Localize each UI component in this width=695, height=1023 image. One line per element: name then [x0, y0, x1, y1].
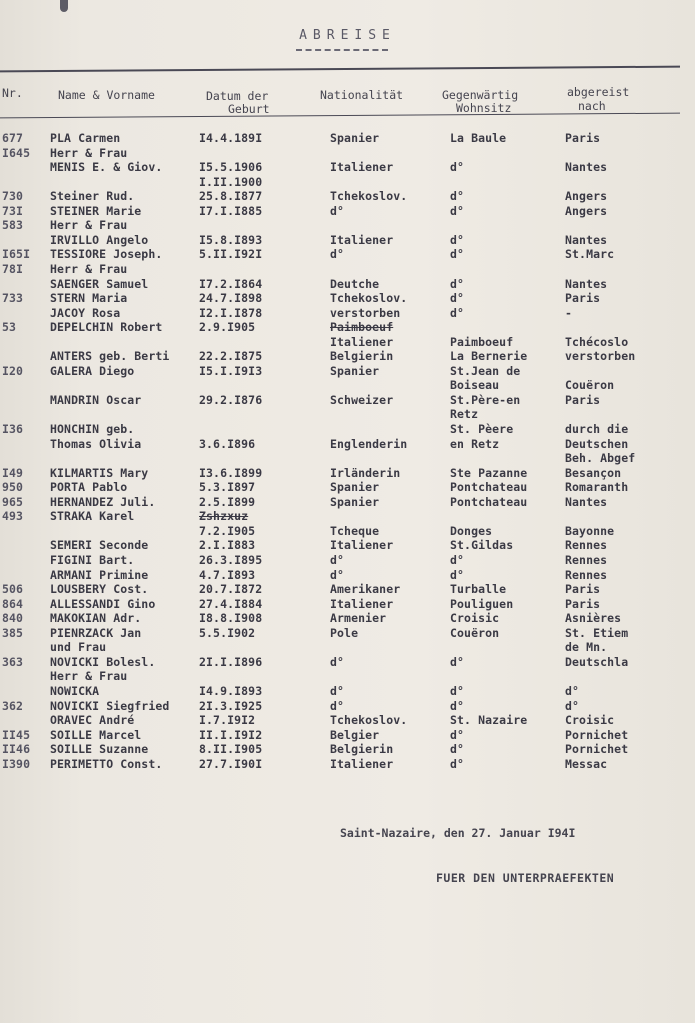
row-nationality: d° — [330, 247, 345, 262]
table-row — [0, 291, 695, 305]
row-residence: Ste Pazanne — [450, 465, 528, 480]
row-name: MAKOKIAN Adr. — [50, 611, 142, 626]
table-row — [0, 146, 695, 160]
row-name: FIGINI Bart. — [50, 553, 135, 567]
table-row — [0, 204, 695, 218]
row-nationality: Armenier — [330, 611, 387, 626]
row-nationality: Italiener — [330, 596, 394, 611]
row-birthdate: 4.7.I893 — [199, 567, 256, 582]
row-departed-to: Bayonne — [565, 523, 615, 538]
row-residence: St. Pèere — [450, 422, 514, 436]
row-nationality: Tcheque — [330, 523, 380, 538]
header-name: Name & Vorname — [58, 88, 155, 102]
row-name: STEINER Marie — [50, 203, 142, 218]
row-name: PORTA Pablo — [50, 480, 128, 495]
row-residence: d° — [450, 654, 465, 669]
row-nationality: d° — [330, 698, 345, 713]
row-nationality: Spanier — [330, 494, 380, 509]
row-departed-to: Nantes — [565, 232, 608, 247]
row-residence: en Retz — [450, 436, 500, 451]
row-nationality: verstorben — [330, 305, 401, 320]
header-nationality: Nationalität — [320, 88, 404, 102]
row-residence: d° — [450, 232, 465, 247]
table-row — [0, 320, 695, 334]
row-birthdate: 22.2.I875 — [199, 349, 263, 364]
row-departed-to: Paris — [565, 291, 601, 306]
document-title: ABREISE — [299, 28, 396, 43]
row-departed-to: Rennes — [565, 553, 608, 567]
row-number: 965 — [2, 494, 24, 509]
row-residence: d° — [450, 756, 465, 771]
row-number: I390 — [2, 756, 31, 771]
row-name: TESSIORE Joseph. — [50, 247, 163, 262]
row-residence: d° — [450, 305, 465, 320]
row-residence: d° — [450, 567, 465, 582]
row-number: 385 — [2, 625, 24, 640]
row-name: PLA Carmen — [50, 131, 121, 145]
row-departed-to: Rennes — [565, 538, 608, 553]
row-nationality: Deutche — [330, 276, 380, 291]
table-row — [0, 757, 695, 771]
row-residence: Pontchateau — [450, 480, 528, 495]
row-departed-to: Nantes — [565, 276, 608, 291]
row-residence: d° — [450, 683, 465, 698]
table-row — [0, 233, 695, 247]
row-residence: Donges — [450, 523, 493, 538]
row-departed-to: Nantes — [565, 494, 608, 509]
row-nationality: Pole — [330, 625, 359, 640]
row-departed-to: Paris — [565, 582, 601, 596]
row-nationality: Belgier — [330, 727, 380, 742]
row-name: HERNANDEZ Juli. — [50, 494, 156, 509]
row-departed-to: Deutschla — [565, 654, 629, 669]
row-name: JACOY Rosa — [50, 305, 121, 320]
row-number: I49 — [2, 465, 24, 480]
row-birthdate: I5.I.I9I3 — [199, 363, 263, 378]
row-residence: St.Gildas — [450, 538, 514, 553]
row-nationality: Italiener — [330, 160, 394, 175]
row-nationality: Belgierin — [330, 349, 394, 364]
header-nr: Nr. — [2, 86, 23, 100]
row-departed-to: Besançon — [565, 465, 622, 480]
row-residence: Boiseau — [450, 378, 500, 393]
row-birthdate: I2.I.I878 — [199, 305, 263, 320]
row-residence: d° — [450, 742, 465, 757]
row-birthdate: Zshzxuz — [199, 509, 249, 524]
row-nationality: Amerikaner — [330, 582, 401, 596]
row-name: KILMARTIS Mary — [50, 465, 149, 480]
row-departed-to: Couëron — [565, 378, 615, 393]
row-nationality: Tchekoslov. — [330, 713, 408, 727]
row-name: NOWICKA — [50, 683, 100, 698]
row-nationality: Spanier — [330, 131, 380, 145]
row-birthdate: I3.6.I899 — [199, 465, 263, 480]
row-departed-to: de Mn. — [565, 640, 608, 655]
row-birthdate: 5.II.I92I — [199, 247, 263, 262]
row-number: 493 — [2, 509, 24, 524]
row-birthdate: 2.I.I883 — [199, 538, 256, 553]
row-departed-to: d° — [565, 683, 580, 698]
row-departed-to: Pornichet — [565, 727, 629, 742]
row-residence: Retz — [450, 407, 479, 422]
row-number: 506 — [2, 582, 24, 596]
row-residence: d° — [450, 276, 465, 291]
row-residence: d° — [450, 553, 465, 567]
row-birthdate: 5.5.I902 — [199, 625, 256, 640]
table-row — [0, 669, 695, 683]
row-birthdate: 25.8.I877 — [199, 189, 263, 204]
row-name: HONCHIN geb. — [50, 422, 135, 436]
row-nationality: d° — [330, 683, 345, 698]
row-nationality: Italiener — [330, 334, 394, 349]
row-number: 950 — [2, 480, 24, 495]
row-birthdate: 29.2.I876 — [199, 392, 263, 407]
row-nationality: Italiener — [330, 538, 394, 553]
table-row — [0, 742, 695, 756]
table-row — [0, 277, 695, 291]
table-row — [0, 437, 695, 451]
row-birthdate: 7.2.I905 — [199, 523, 256, 538]
row-birthdate: 3.6.I896 — [199, 436, 256, 451]
footer-place-date: Saint-Nazaire, den 27. Januar I94I — [340, 826, 576, 840]
table-row — [0, 728, 695, 742]
row-birthdate: I5.8.I893 — [199, 232, 263, 247]
table-row — [0, 713, 695, 727]
header-departed-line1: abgereist — [567, 85, 630, 99]
row-nationality: Spanier — [330, 363, 380, 378]
table-row — [0, 626, 695, 640]
row-departed-to: Pornichet — [565, 742, 629, 757]
header-residence-line2: Wohnsitz — [456, 101, 512, 115]
row-number: I65I — [2, 247, 31, 262]
row-residence: d° — [450, 189, 465, 204]
row-name: DEPELCHIN Robert — [50, 320, 163, 335]
row-departed-to: Messac — [565, 756, 608, 771]
row-birthdate: I8.8.I908 — [199, 611, 263, 626]
row-number: 733 — [2, 291, 24, 306]
row-residence: La Baule — [450, 131, 507, 145]
row-name: SEMERI Seconde — [50, 538, 149, 553]
row-birthdate: 20.7.I872 — [199, 582, 263, 596]
row-name: ORAVEC André — [50, 713, 135, 727]
row-residence: Croisic — [450, 611, 500, 626]
table-top-rule — [0, 66, 680, 73]
row-departed-to: verstorben — [565, 349, 636, 364]
row-residence: Couëron — [450, 625, 500, 640]
table-row — [0, 524, 695, 538]
table-row — [0, 393, 695, 407]
table-row — [0, 480, 695, 494]
row-residence: d° — [450, 160, 465, 175]
row-departed-to: Croisic — [565, 713, 615, 727]
row-name: Herr & Frau — [50, 669, 128, 684]
row-residence: d° — [450, 698, 465, 713]
table-row — [0, 655, 695, 669]
row-residence: St. Nazaire — [450, 713, 528, 727]
header-departed-line2: nach — [578, 99, 606, 113]
row-residence: d° — [450, 203, 465, 218]
row-number: I36 — [2, 422, 24, 436]
row-departed-to: Angers — [565, 203, 608, 218]
table-header-rule — [0, 113, 680, 119]
table-row — [0, 349, 695, 363]
row-departed-to: Rennes — [565, 567, 608, 582]
row-name: STERN Maria — [50, 291, 128, 306]
row-name: Herr & Frau — [50, 218, 128, 233]
row-name: MANDRIN Oscar — [50, 392, 142, 407]
row-residence: d° — [450, 247, 465, 262]
row-birthdate: I5.5.1906 — [199, 160, 263, 175]
table-row — [0, 611, 695, 625]
row-number: 362 — [2, 698, 24, 713]
row-name: Herr & Frau — [50, 145, 128, 160]
row-birthdate: 24.7.I898 — [199, 291, 263, 306]
table-row — [0, 335, 695, 349]
row-nationality: Tchekoslov. — [330, 291, 408, 306]
table-row — [0, 699, 695, 713]
row-number: 363 — [2, 654, 24, 669]
row-birthdate: I4.4.189I — [199, 131, 263, 145]
table-row — [0, 684, 695, 698]
footer-signature: FUER DEN UNTERPRAEFEKTEN — [436, 871, 615, 885]
row-name: PIENRZACK Jan — [50, 625, 142, 640]
table-row — [0, 160, 695, 174]
row-birthdate: 8.II.I905 — [199, 742, 263, 757]
row-number: 864 — [2, 596, 24, 611]
row-name: ALLESSANDI Gino — [50, 596, 156, 611]
table-row — [0, 582, 695, 596]
table-row — [0, 306, 695, 320]
row-birthdate: I.II.1900 — [199, 174, 263, 189]
table-row — [0, 262, 695, 276]
table-row — [0, 175, 695, 189]
row-nationality: Spanier — [330, 480, 380, 495]
table-row — [0, 378, 695, 392]
row-birthdate: II.I.I9I2 — [199, 727, 263, 742]
row-number: 730 — [2, 189, 24, 204]
table-row — [0, 597, 695, 611]
row-birthdate: 5.3.I897 — [199, 480, 256, 495]
table-row — [0, 131, 695, 145]
row-residence: La Bernerie — [450, 349, 528, 364]
row-nationality: d° — [330, 553, 345, 567]
table-row — [0, 568, 695, 582]
row-number: 53 — [2, 320, 17, 335]
table-row — [0, 407, 695, 421]
row-nationality: Paimboeuf — [330, 320, 394, 335]
row-name: ANTERS geb. Berti — [50, 349, 170, 364]
row-number: I20 — [2, 363, 24, 378]
row-birthdate: 26.3.I895 — [199, 553, 263, 567]
row-departed-to: durch die — [565, 422, 629, 436]
table-row — [0, 364, 695, 378]
row-residence: Turballe — [450, 582, 507, 596]
row-departed-to: Paris — [565, 131, 601, 145]
row-nationality: Englenderin — [330, 436, 408, 451]
row-birthdate: I.7.I9I2 — [199, 713, 256, 727]
row-name: ARMANI Primine — [50, 567, 149, 582]
row-name: Herr & Frau — [50, 262, 128, 276]
row-name: und Frau — [50, 640, 107, 655]
row-departed-to: St. Etiem — [565, 625, 629, 640]
row-nationality: Italiener — [330, 756, 394, 771]
row-departed-to: Romaranth — [565, 480, 629, 495]
title-underline — [296, 49, 388, 51]
row-name: NOVICKI Siegfried — [50, 698, 170, 713]
row-nationality: Tchekoslov. — [330, 189, 408, 204]
table-row — [0, 509, 695, 523]
row-name: SOILLE Suzanne — [50, 742, 149, 757]
row-number: I645 — [2, 145, 31, 160]
table-row — [0, 466, 695, 480]
row-number: II45 — [2, 727, 31, 742]
row-number: 73I — [2, 203, 24, 218]
row-residence: St.Jean de — [450, 363, 521, 378]
row-name: IRVILLO Angelo — [50, 232, 149, 247]
row-nationality: Irländerin — [330, 465, 401, 480]
header-dob-line1: Datum der — [206, 89, 269, 103]
table-row — [0, 422, 695, 436]
row-birthdate: I4.9.I893 — [199, 683, 263, 698]
row-birthdate: 27.7.I90I — [199, 756, 263, 771]
table-row — [0, 553, 695, 567]
row-residence: d° — [450, 291, 465, 306]
row-residence: Paimboeuf — [450, 334, 514, 349]
table-row — [0, 640, 695, 654]
row-birthdate: 2.9.I905 — [199, 320, 256, 335]
row-nationality: d° — [330, 567, 345, 582]
row-departed-to: Paris — [565, 596, 601, 611]
header-dob-line2: Geburt — [228, 102, 270, 116]
row-departed-to: Paris — [565, 392, 601, 407]
row-birthdate: I7.I.I885 — [199, 203, 263, 218]
row-departed-to: Asnières — [565, 611, 622, 626]
row-number: 840 — [2, 611, 24, 626]
row-number: 677 — [2, 131, 24, 145]
row-name: NOVICKI Bolesl. — [50, 654, 156, 669]
row-name: PERIMETTO Const. — [50, 756, 163, 771]
row-name: SAENGER Samuel — [50, 276, 149, 291]
row-name: GALERA Diego — [50, 363, 135, 378]
row-departed-to: d° — [565, 698, 580, 713]
row-name: Steiner Rud. — [50, 189, 135, 204]
row-number: II46 — [2, 742, 31, 757]
table-row — [0, 495, 695, 509]
table-row — [0, 538, 695, 552]
table-row — [0, 189, 695, 203]
row-nationality: d° — [330, 654, 345, 669]
table-row — [0, 247, 695, 261]
row-birthdate: I7.2.I864 — [199, 276, 263, 291]
row-birthdate: 2.5.I899 — [199, 494, 256, 509]
table-row — [0, 451, 695, 465]
punch-hole — [60, 0, 68, 12]
row-number: 583 — [2, 218, 24, 233]
row-nationality: d° — [330, 203, 345, 218]
row-birthdate: 2I.I.I896 — [199, 654, 263, 669]
row-name: LOUSBERY Cost. — [50, 582, 149, 596]
row-nationality: Italiener — [330, 232, 394, 247]
table-row — [0, 218, 695, 232]
row-name: STRAKA Karel — [50, 509, 135, 524]
row-departed-to: Deutschen — [565, 436, 629, 451]
row-residence: Pontchateau — [450, 494, 528, 509]
row-residence: Pouliguen — [450, 596, 514, 611]
row-departed-to: - — [565, 305, 573, 320]
row-number: 78I — [2, 262, 24, 276]
row-name: SOILLE Marcel — [50, 727, 142, 742]
row-birthdate: 2I.3.I925 — [199, 698, 263, 713]
row-departed-to: St.Marc — [565, 247, 615, 262]
row-residence: d° — [450, 727, 465, 742]
row-name: Thomas Olivia — [50, 436, 142, 451]
header-residence-line1: Gegenwärtig — [442, 88, 519, 102]
row-nationality: Schweizer — [330, 392, 394, 407]
row-departed-to: Nantes — [565, 160, 608, 175]
row-nationality: Belgierin — [330, 742, 394, 757]
row-name: MENIS E. & Giov. — [50, 160, 163, 175]
row-departed-to: Tchécoslo — [565, 334, 629, 349]
row-departed-to: Angers — [565, 189, 608, 204]
row-residence: St.Père-en — [450, 392, 521, 407]
row-departed-to: Beh. Abgef — [565, 451, 636, 466]
row-birthdate: 27.4.I884 — [199, 596, 263, 611]
